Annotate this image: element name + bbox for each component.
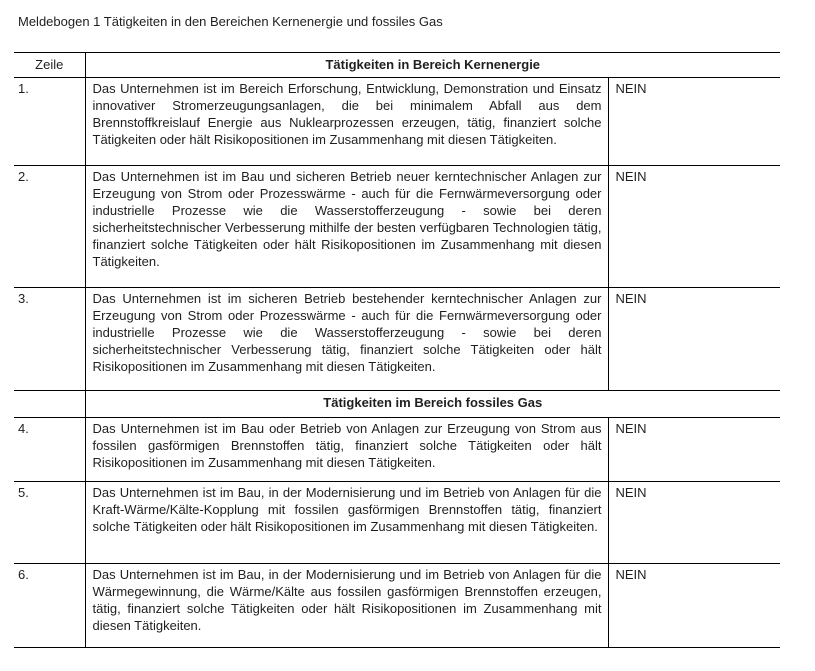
table-row-6	[14, 564, 780, 648]
row-number: 1.	[14, 78, 85, 166]
table-row-3	[14, 288, 780, 391]
table-row-4	[14, 418, 780, 482]
document-title: Meldebogen 1 Tätigkeiten in den Bereichen Kernenergie und fossiles Gas	[18, 14, 443, 29]
table-header-row	[14, 53, 780, 78]
row-number: 6.	[14, 564, 85, 648]
answer-value: NEIN	[608, 78, 780, 166]
table-row-1	[14, 78, 780, 166]
activity-description: Das Unternehmen ist im sicheren Betrieb bestehender kerntechnischer Anlagen zur Erzeugung von Strom oder Prozesswärme - auch für die Fernwärmeversorgung oder industrielle Prozesse wie die Wasserstofferzeugung - sowie bei deren sicherheitstechnischer Verbesserung tätig, finanziert solche Tätigkeiten oder hält Risikopositionen im Zusammenhang mit diesen Tätigkeiten.	[85, 288, 608, 391]
answer-value: NEIN	[608, 564, 780, 648]
answer-value: NEIN	[608, 418, 780, 482]
meldebogen-table	[14, 52, 780, 648]
row-number: 4.	[14, 418, 85, 482]
section-header-kernenergie: Tätigkeiten in Bereich Kernenergie	[85, 53, 780, 78]
answer-value: NEIN	[608, 482, 780, 564]
activity-description: Das Unternehmen ist im Bau und sicheren Betrieb neuer kerntechnischer Anlagen zur Erzeugung von Strom oder Prozesswärme - auch für die Fernwärmeversorgung oder industrielle Prozesse wie die Wasserstofferzeugung - sowie bei deren sicherheitstechnischer Verbesserung mithilfe der besten verfügbaren Technologien tätig, finanziert solche Tätigkeiten oder hält Risikopositionen im Zusammenhang mit diesen Tätigkeiten.	[85, 166, 608, 288]
activity-description: Das Unternehmen ist im Bau oder Betrieb von Anlagen zur Erzeugung von Strom aus fossilen gasförmigen Brennstoffen tätig, finanziert solche Tätigkeiten oder hält Risikopositionen im Zusammenhang mit diesen Tätigkeiten.	[85, 418, 608, 482]
answer-value: NEIN	[608, 288, 780, 391]
empty-zeile-cell	[14, 391, 85, 418]
table-row-2	[14, 166, 780, 288]
section-header-fossiles-gas: Tätigkeiten im Bereich fossiles Gas	[85, 391, 780, 418]
row-number: 5.	[14, 482, 85, 564]
table-row-5	[14, 482, 780, 564]
activity-description: Das Unternehmen ist im Bereich Erforschung, Entwicklung, Demonstration und Einsatz innovativer Stromerzeugungsanlagen, die bei minimalem Abfall aus dem Brennstoffkreislauf Energie aus Nuklearprozessen erzeugen, tätig, finanziert solche Tätigkeiten oder hält Risikopositionen im Zusammenhang mit diesen Tätigkeiten.	[85, 78, 608, 166]
zeile-column-header: Zeile	[14, 53, 85, 78]
activity-description: Das Unternehmen ist im Bau, in der Modernisierung und im Betrieb von Anlagen für die Wärmegewinnung, die Wärme/Kälte aus fossilen gasförmigen Brennstoffen erzeugen, tätig, finanziert solche Tätigkeiten oder hält Risikopositionen im Zusammenhang mit diesen Tätigkeiten.	[85, 564, 608, 648]
activity-description: Das Unternehmen ist im Bau, in der Modernisierung und im Betrieb von Anlagen für die Kraft-Wärme/Kälte-Kopplung mit fossilen gasförmigen Brennstoffen tätig, finanziert solche Tätigkeiten oder hält Risikopositionen im Zusammenhang mit diesen Tätigkeiten.	[85, 482, 608, 564]
section-header-row	[14, 391, 780, 418]
row-number: 3.	[14, 288, 85, 391]
answer-value: NEIN	[608, 166, 780, 288]
row-number: 2.	[14, 166, 85, 288]
